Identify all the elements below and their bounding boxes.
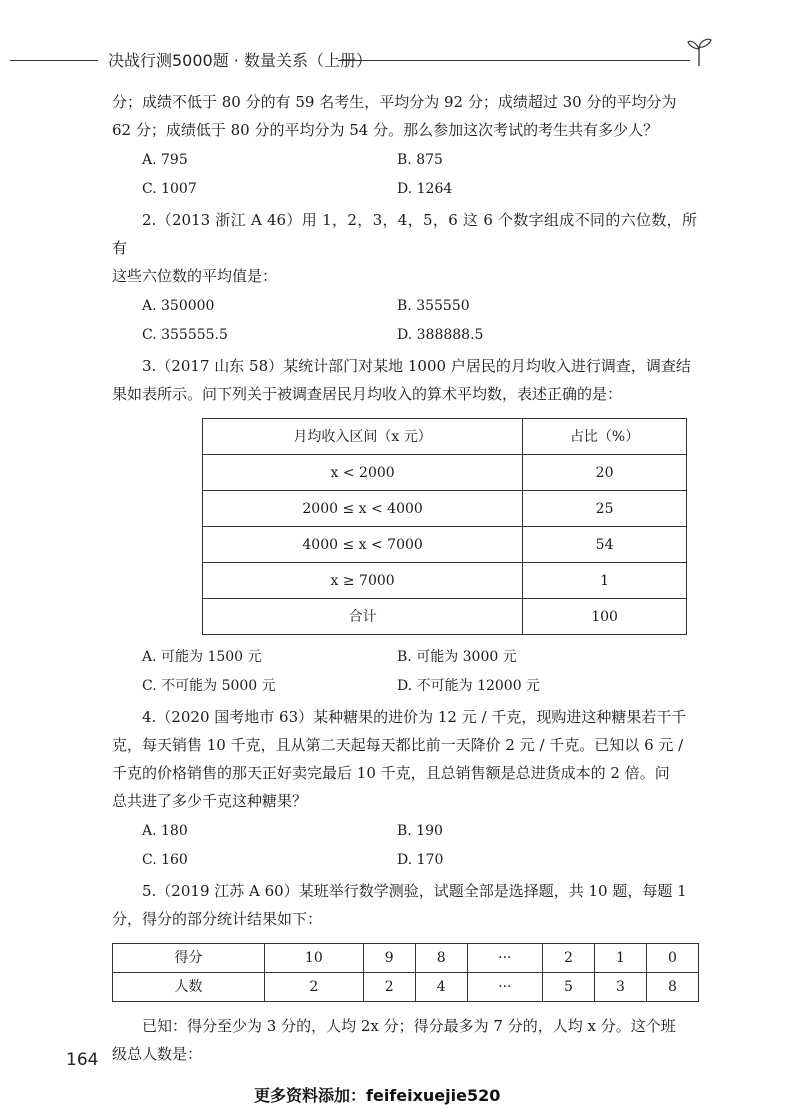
- question-5-followup-line: 级总人数是：: [112, 1045, 203, 1063]
- table-cell: 4000 ≤ x < 7000: [203, 527, 523, 563]
- table-cell: 8: [415, 944, 467, 973]
- sprout-icon: [686, 36, 712, 66]
- score-table: [112, 943, 699, 1002]
- option-b: B. 190: [397, 823, 443, 839]
- table-cell: 人数: [113, 973, 265, 1002]
- income-table: [202, 418, 687, 635]
- q1-options: [112, 146, 697, 204]
- table-cell: 54: [523, 527, 687, 563]
- option-d: D. 170: [397, 852, 444, 868]
- option-a: A. 350000: [142, 298, 215, 314]
- option-d: D. 388888.5: [397, 327, 484, 343]
- header-rule-right: [338, 60, 690, 61]
- option-c: C. 355555.5: [142, 327, 228, 343]
- table-cell: 1: [594, 944, 646, 973]
- footer-note: 更多资料添加：feifeixuejie520: [254, 1086, 501, 1105]
- option-a: A. 可能为 1500 元: [142, 649, 262, 665]
- table-cell: x < 2000: [203, 455, 523, 491]
- option-c: C. 不可能为 5000 元: [142, 678, 276, 694]
- option-a: A. 180: [142, 823, 188, 839]
- option-c: C. 160: [142, 852, 188, 868]
- question-4-line: 总共进了多少千克这种糖果？: [112, 792, 308, 810]
- table-cell: 20: [523, 455, 687, 491]
- header-rule-left: [10, 60, 98, 61]
- option-a: A. 795: [142, 152, 188, 168]
- question-2-line: 这些六位数的平均值是：: [112, 267, 278, 285]
- column-header: 占比（%）: [523, 419, 687, 455]
- option-b: B. 875: [397, 152, 443, 168]
- question-5-line: 分，得分的部分统计结果如下：: [112, 910, 323, 928]
- table-cell: 1: [523, 563, 687, 599]
- table-cell: 得分: [113, 944, 265, 973]
- option-b: B. 可能为 3000 元: [397, 649, 517, 665]
- table-cell: ···: [467, 944, 542, 973]
- option-d: D. 不可能为 12000 元: [397, 678, 541, 694]
- question-5-line: 5.（2019 江苏 A 60）某班举行数学测验，试题全部是选择题，共 10 题，每题 1: [142, 882, 687, 900]
- table-cell: 10: [265, 944, 364, 973]
- question-4-line: 4.（2020 国考地市 63）某种糖果的进价为 12 元 / 千克，现购进这种糖果若干千: [142, 708, 687, 726]
- table-cell: 2: [363, 973, 415, 1002]
- table-row: [203, 563, 687, 599]
- table-cell: 2000 ≤ x < 4000: [203, 491, 523, 527]
- table-cell: x ≥ 7000: [203, 563, 523, 599]
- table-row: [203, 599, 687, 635]
- page-number: 164: [66, 1050, 99, 1070]
- table-cell: 0: [646, 944, 698, 973]
- question-4-line: 千克的价格销售的那天正好卖完最后 10 千克，且总销售额是总进货成本的 2 倍。问: [112, 764, 670, 782]
- table-cell: 9: [363, 944, 415, 973]
- option-d: D. 1264: [397, 181, 453, 197]
- question-5-followup-line: 已知：得分至少为 3 分的，人均 2x 分；得分最多为 7 分的，人均 x 分。这个班: [142, 1017, 676, 1035]
- table-row: [203, 455, 687, 491]
- table-header-row: [203, 419, 687, 455]
- table-cell: ···: [467, 973, 542, 1002]
- table-cell: 3: [594, 973, 646, 1002]
- table-row: [113, 973, 699, 1002]
- table-row: [203, 491, 687, 527]
- q3-options: [112, 643, 697, 701]
- table-cell: 25: [523, 491, 687, 527]
- page-header: [0, 0, 800, 80]
- option-c: C. 1007: [142, 181, 197, 197]
- page-content: [112, 88, 697, 1068]
- table-cell: 100: [523, 599, 687, 635]
- question-3-line: 3.（2017 山东 58）某统计部门对某地 1000 户居民的月均收入进行调查，调查结: [142, 357, 691, 375]
- table-cell: 5: [542, 973, 594, 1002]
- option-b: B. 355550: [397, 298, 470, 314]
- table-cell: 4: [415, 973, 467, 1002]
- intro-line: 分；成绩不低于 80 分的有 59 名考生，平均分为 92 分；成绩超过 30 分的平均分为: [112, 93, 677, 111]
- intro-line: 62 分；成绩低于 80 分的平均分为 54 分。那么参加这次考试的考生共有多少人？: [112, 121, 659, 139]
- q2-options: [112, 292, 697, 350]
- table-cell: 合计: [203, 599, 523, 635]
- table-cell: 2: [265, 973, 364, 1002]
- table-cell: 2: [542, 944, 594, 973]
- book-title: 决战行测5000题 · 数量关系（上册）: [108, 51, 372, 70]
- table-cell: 8: [646, 973, 698, 1002]
- column-header: 月均收入区间（x 元）: [203, 419, 523, 455]
- table-row: [113, 944, 699, 973]
- question-2-line: 2.（2013 浙江 A 46）用 1，2，3，4，5，6 这 6 个数字组成不同的六位数，所有: [112, 211, 697, 257]
- table-row: [203, 527, 687, 563]
- q4-options: [112, 817, 697, 875]
- question-3-line: 果如表所示。问下列关于被调查居民月均收入的算术平均数，表述正确的是：: [112, 385, 623, 403]
- question-4-line: 克，每天销售 10 千克，且从第二天起每天都比前一天降价 2 元 / 千克。已知以 6 元 /: [112, 736, 684, 754]
